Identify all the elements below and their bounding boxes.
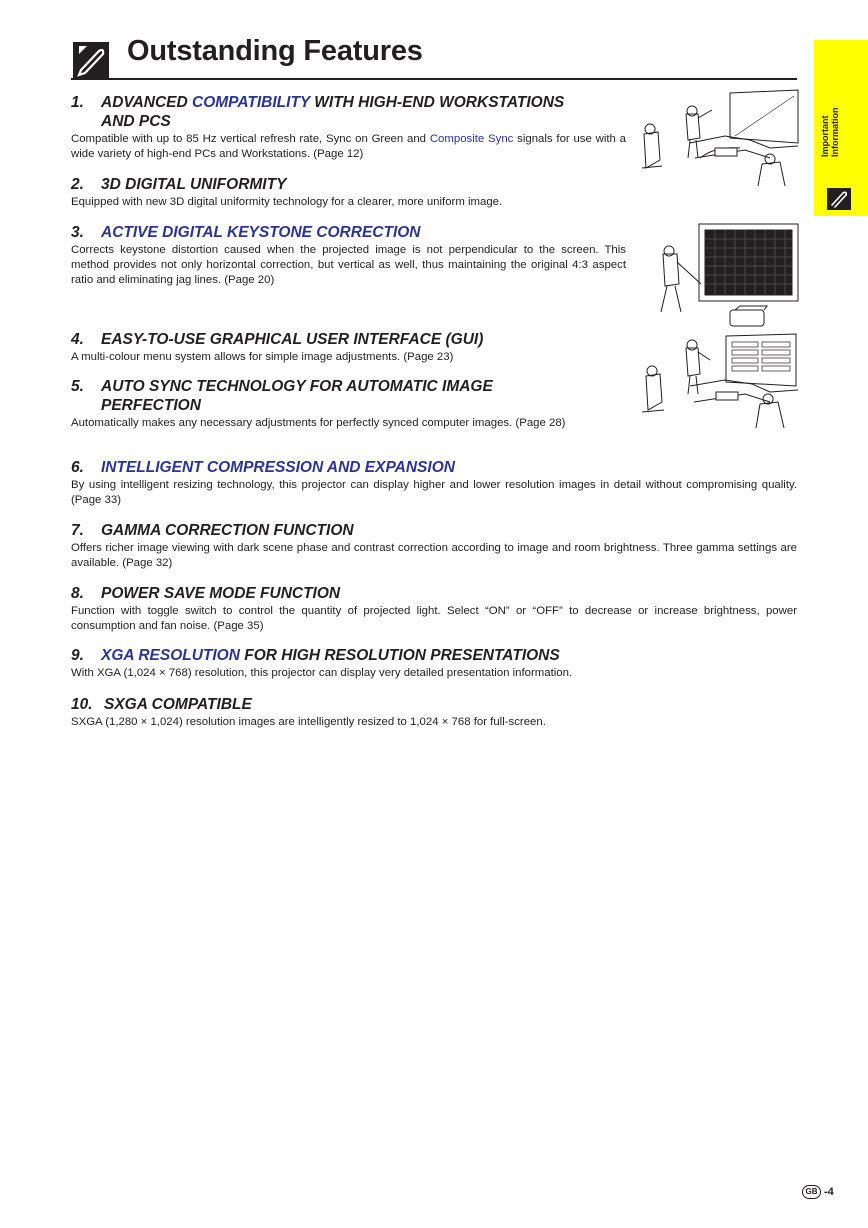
feature-1-heading-pre: ADVANCED	[101, 94, 192, 111]
feature-1-body-pre: Compatible with up to 85 Hz vertical refresh rate, Sync on Green and	[71, 133, 430, 145]
pencil-icon	[827, 188, 851, 210]
feature-1	[71, 93, 626, 162]
feature-1-heading-highlight: COMPATIBILITY	[192, 94, 310, 111]
gui-menu-illustration	[640, 330, 800, 428]
feature-8	[71, 584, 797, 634]
feature-7	[71, 521, 797, 571]
feature-2-heading-text: 3D DIGITAL UNIFORMITY	[101, 176, 287, 193]
feature-2	[71, 175, 626, 210]
page-title: Outstanding Features	[127, 35, 423, 67]
feature-10	[71, 695, 797, 730]
feature-5-heading-cont: PERFECTION	[101, 397, 201, 414]
feature-4	[71, 330, 626, 365]
feature-8-number: 8.	[71, 585, 84, 602]
feature-8-heading-text: POWER SAVE MODE FUNCTION	[101, 585, 341, 602]
feature-10-body: SXGA (1,280 × 1,024) resolution images are intelligently resized to 1,024 × 768 for full-screen.	[71, 716, 546, 728]
keystone-illustration	[645, 222, 800, 334]
feature-5-number: 5.	[71, 378, 84, 395]
feature-6	[71, 458, 797, 508]
feature-7-heading-text: GAMMA CORRECTION FUNCTION	[101, 522, 354, 539]
feature-10-number: 10.	[71, 696, 93, 713]
feature-6-heading-highlight: INTELLIGENT COMPRESSION AND EXPANSION	[101, 459, 455, 476]
feature-4-body: A multi-colour menu system allows for simple image adjustments. (Page 23)	[71, 351, 454, 363]
composite-sync-link[interactable]: Composite Sync	[429, 133, 514, 145]
feature-4-number: 4.	[71, 331, 84, 348]
feature-1-heading	[71, 93, 626, 131]
page-number-text: -4	[824, 1185, 834, 1198]
feature-6-number: 6.	[71, 459, 84, 476]
pencil-feature-icon	[73, 42, 109, 78]
side-tab-line2: Information	[830, 107, 840, 157]
feature-3-heading	[71, 223, 626, 242]
title-rule	[71, 78, 797, 80]
feature-5-body: Automatically makes any necessary adjustments for perfectly synced computer images. (Page 28)	[71, 417, 566, 429]
feature-10-heading	[71, 695, 797, 714]
feature-4-heading	[71, 330, 626, 349]
feature-7-heading	[71, 521, 797, 540]
feature-9-heading-post: FOR HIGH RESOLUTION PRESENTATIONS	[239, 647, 560, 664]
feature-1-heading-cont: AND PCS	[101, 113, 171, 130]
feature-3-body: Corrects keystone distortion caused when the projected image is not perpendicular to the screen. This method provides not only horizontal correction, but vertical as well, thus maintaining the original 4:3 aspect ratio and eliminating jag lines. (Page 20)	[71, 244, 626, 286]
feature-8-heading	[71, 584, 797, 603]
feature-8-body: Function with toggle switch to control the quantity of projected light. Select “ON” or “OFF” to decrease or increase brightness, power consumption and fan noise. (Page 35)	[71, 605, 797, 632]
feature-1-number: 1.	[71, 94, 84, 111]
feature-1-body	[71, 132, 626, 162]
feature-9	[71, 646, 797, 681]
feature-9-number: 9.	[71, 647, 84, 664]
feature-2-body: Equipped with new 3D digital uniformity technology for a clearer, more uniform image.	[71, 196, 503, 208]
feature-5	[71, 377, 626, 431]
feature-9-heading	[71, 646, 797, 665]
feature-3-number: 3.	[71, 224, 84, 241]
feature-4-heading-text: EASY-TO-USE GRAPHICAL USER INTERFACE (GUI)	[101, 331, 484, 348]
feature-2-number: 2.	[71, 176, 84, 193]
feature-9-body: With XGA (1,024 × 768) resolution, this projector can display very detailed presentation information.	[71, 667, 573, 679]
feature-10-heading-text: SXGA COMPATIBLE	[104, 696, 252, 713]
feature-3-heading-highlight: ACTIVE DIGITAL KEYSTONE CORRECTION	[101, 224, 421, 241]
region-badge: GB	[802, 1185, 821, 1199]
feature-6-heading	[71, 458, 797, 477]
feature-6-body: By using intelligent resizing technology, this projector can display higher and lower resolution images in detail without compromising quality. (Page 33)	[71, 479, 797, 506]
feature-5-heading-text: AUTO SYNC TECHNOLOGY FOR AUTOMATIC IMAGE	[101, 378, 493, 395]
feature-5-heading	[71, 377, 626, 415]
feature-2-heading	[71, 175, 626, 194]
feature-1-heading-post: WITH HIGH-END WORKSTATIONS	[309, 94, 565, 111]
feature-9-heading-highlight: XGA RESOLUTION	[101, 647, 240, 664]
page-number	[802, 1185, 834, 1199]
side-tab-line1: Important	[820, 115, 830, 157]
feature-7-number: 7.	[71, 522, 84, 539]
feature-7-body: Offers richer image viewing with dark scene phase and contrast correction according to image and room brightness. Three gamma settings are available. (Page 32)	[71, 542, 797, 569]
presentation-illustration	[640, 88, 800, 186]
side-tab-label	[820, 97, 856, 157]
feature-3	[71, 223, 626, 288]
feature-1-body-post: signals for use with a wide variety of high-end PCs and Workstations. (Page 12)	[71, 133, 627, 160]
